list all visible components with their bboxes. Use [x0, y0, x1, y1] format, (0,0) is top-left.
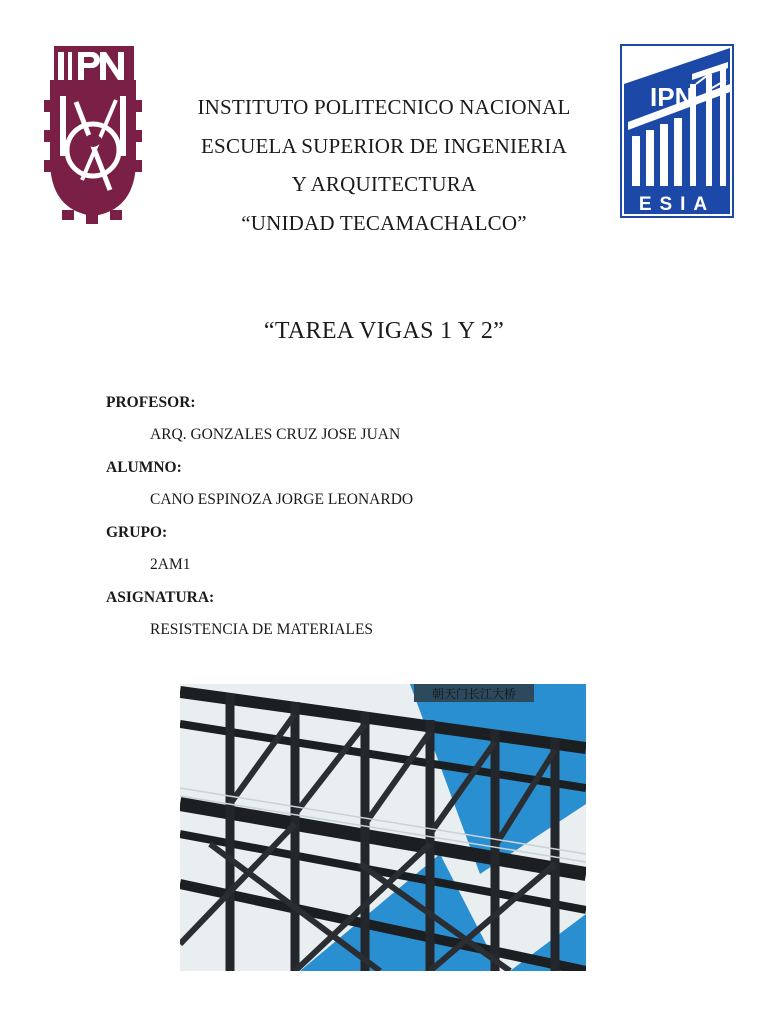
- header-line-4: “UNIDAD TECAMACHALCO”: [241, 210, 527, 235]
- esia-logo-ipn-text: IPN: [650, 82, 694, 112]
- bridge-photo: [180, 684, 586, 971]
- profesor-label: PROFESOR:: [106, 394, 196, 411]
- institution-header: [160, 88, 608, 242]
- header-line-2: ESCUELA SUPERIOR DE INGENIERIA: [201, 133, 567, 158]
- bridge-sign-text: 朝天门长江大桥: [431, 687, 517, 701]
- esia-logo: [620, 44, 734, 218]
- header-line-3: Y ARQUITECTURA: [291, 172, 477, 196]
- grupo-label: GRUPO:: [106, 524, 168, 541]
- ipn-crest-logo: [38, 40, 148, 228]
- asignatura-value: RESISTENCIA DE MATERIALES: [150, 621, 374, 638]
- alumno-label: ALUMNO:: [106, 459, 182, 476]
- header-line-1: INSTITUTO POLITECNICO NACIONAL: [197, 95, 571, 119]
- alumno-value: CANO ESPINOZA JORGE LEONARDO: [150, 491, 414, 508]
- esia-logo-esia-text: ESIA: [638, 194, 716, 215]
- asignatura-label: ASIGNATURA:: [106, 589, 215, 606]
- profesor-value: ARQ. GONZALES CRUZ JOSE JUAN: [150, 426, 401, 443]
- grupo-value: 2AM1: [150, 556, 191, 573]
- document-title: “TAREA VIGAS 1 Y 2”: [263, 318, 505, 344]
